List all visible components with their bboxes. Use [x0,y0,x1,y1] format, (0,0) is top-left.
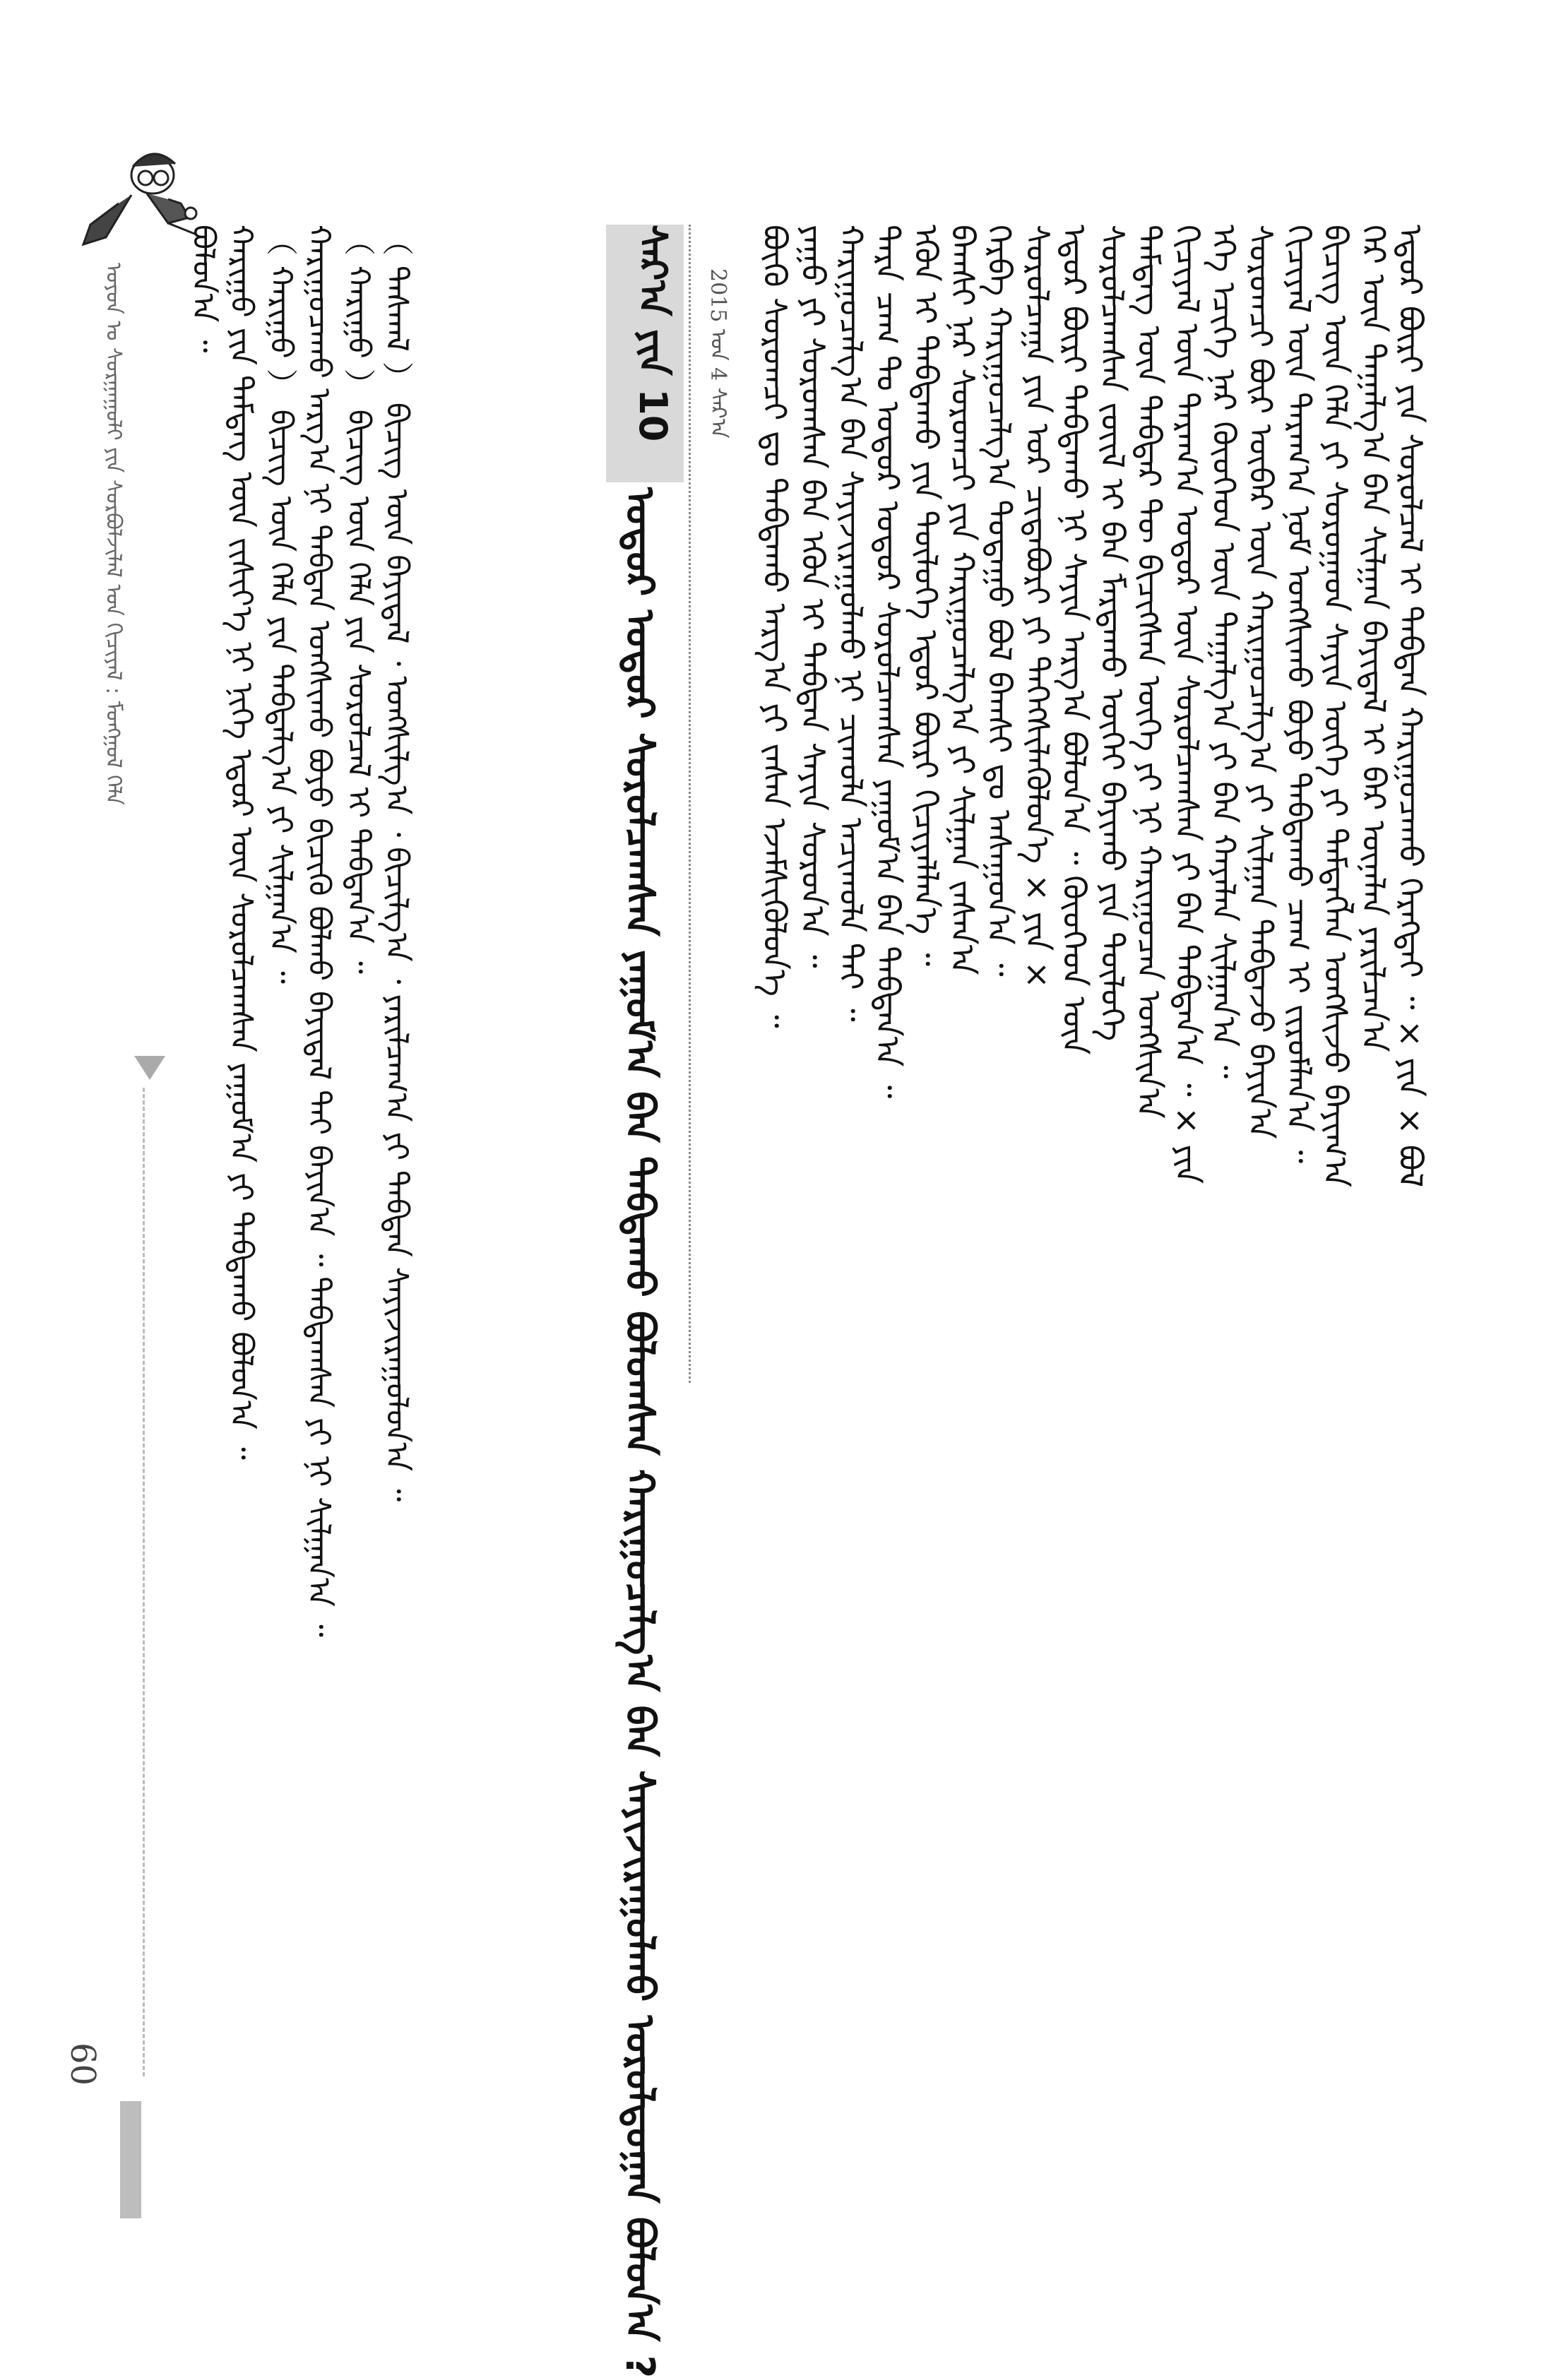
headline-date: ᠰᠠᠷ᠎ᠠ ᠶᠢᠨ 10 [631,225,675,442]
body-line: ᠡᠳᠦᠷ ᠪᠦᠷᠢ ᠳᠠᠪᠲᠠᠬᠤ ᠨᠢ ᠰᠠᠶᠢᠨ ᠠᠷᠭ᠎ᠠ ᠪᠣᠯᠤᠨ᠎ᠠ ᠃ ᠬᠦᠦᠬᠡᠳ ᠦᠨ [1055,225,1093,1055]
body-line: ᠬᠡᠷᠪᠡ ᠬᠠᠷᠢᠭᠤᠴᠠᠯᠭ᠎ᠠ ᠳᠤᠲᠠᠭᠤ ᠪᠣᠯ ᠪᠠᠭᠰᠢ ᠳᠤ ᠠᠰᠠᠭᠤᠨ᠎ᠠ ᠃ [980,225,1018,977]
body-line: ᠡᠬᠡ ᠡᠴᠢᠭᠡ ᠨᠠᠷ ᠬᠦᠦᠬᠡᠳ ᠦᠨ ᠳᠠᠭᠠᠯᠭ᠎ᠠ ᠶᠢ ᠪᠠᠨ ᠬᠠᠶᠠᠯᠠᠨ ᠰᠢᠯᠭᠠᠨ᠎ᠠ ᠃ [1205,225,1243,1079]
page-number: 60 [63,2043,102,2086]
dotted-divider [689,225,691,1383]
running-head: ᠣᠶᠤᠨ ᠤ ᠰᠤᠷᠭᠠᠭᠤᠯᠢ ᠶᠢᠨ ᠰᠤᠷᠪᠤᠯᠵᠢᠯᠠᠯ ᠤᠨ ᠬᠢᠴᠢᠶᠡᠯ : ᠮᠣᠩᠭᠣᠯ ᠬᠡᠯᠡ [101,263,126,805]
article-headline: ᠤᠳᠤᠷ ᠤᠳᠤᠷ ᠰᠤᠷᠤᠯᠴᠠᠭᠰᠠᠨ ᠶᠠᠭᠤᠮ᠎ᠠ ᠪᠠᠨ ᠳᠠᠪᠲᠠᠬᠤ ᠪᠤᠯᠤᠭᠰᠠᠨ ᠬᠠᠷᠢᠭᠤᠴᠠᠯᠭ᠎ᠠ ᠪᠠᠨ ᠰᠠᠶᠢᠵᠢᠷᠠᠭᠤᠯᠬᠤ ᠤᠷᠤᠯᠳᠤᠭᠠᠨ ᠪᠣᠯᠤᠨ᠎ᠠ ? [617,487,663,2378]
body-line: ᠬᠢᠴᠢᠶᠡᠯ ᠦᠨ ᠳᠠᠷᠠᠭ᠎ᠠ ᠤᠳᠤᠷ ᠦᠨ ᠰᠤᠷᠤᠯᠴᠠᠭᠰᠠᠨ ᠶᠢ ᠪᠠᠨ ᠳᠠᠪᠲᠠᠨ᠎ᠠ ᠃ × ᠶᠢᠨ [1168,225,1206,1184]
note-line: ᠬᠠᠷᠢᠭᠤᠴᠠᠬᠤ ᠠᠷᠭ᠎ᠠ ᠨᠢ ᠳᠠᠪᠲᠠᠨ ᠤᠩᠰᠢᠬᠤ ᠪᠤᠶᠤ ᠪᠢᠴᠢᠬᠦ ᠪᠣᠯᠬᠤ ᠪᠠᠶᠢᠳᠠᠯ ᠲᠠᠢ ᠪᠠᠶᠢᠨ᠎ᠠ ᠃ ᠳᠠᠪᠲᠠᠭᠰᠠᠨ ᠶᠢ ᠨᠢ ᠰᠢᠯᠭᠠᠨ᠎ᠠ ᠃ [301,225,337,1637]
body-line: ᠡᠳᠦᠷ ᠪᠦᠷᠢ ᠶᠢᠨ ᠰᠤᠷᠤᠯᠴᠠᠯ ᠢ ᠳᠠᠪᠲᠠᠨ ᠬᠠᠷᠢᠭᠤᠴᠠᠬᠤ ᠬᠡᠷᠡᠭᠲᠡᠶ ᠃ × ᠶᠢᠨ × ᠪᠣᠯ [1391,225,1430,1188]
body-line: ᠲᠡᠷᠡ ᠴᠠᠭ ᠲᠤ ᠤᠳᠤᠷ ᠤᠳᠤᠷ ᠰᠤᠷᠤᠯᠴᠠᠭᠰᠠᠨ ᠶᠠᠭᠤᠮ᠎ᠠ ᠪᠠᠨ ᠳᠠᠪᠲᠠᠨ᠎ᠠ ᠃ [869,225,907,1099]
body-line: ᠬᠠᠷᠢᠭᠤᠴᠠᠯᠭ᠎ᠠ ᠪᠠᠨ ᠰᠠᠶᠢᠵᠢᠷᠠᠭᠤᠯᠬᠤ ᠨᠢ ᠴᠢᠬᠤᠯᠠ ᠠᠴᠢᠬᠤᠯᠠ ᠲᠠᠢ ᠃ [832,225,870,1022]
body-line: ᠰᠤᠷᠤᠯᠴᠠᠭᠠ ᠶᠢᠨ ᠤᠷ ᠴᠢᠳᠠᠪᠤᠷᠢ ᠶᠢ ᠳᠡᠭᠡᠭᠰᠢᠯᠡᠭᠦᠯᠦᠨ᠎ᠡ × ᠶᠢᠨ × [1018,225,1057,989]
note-line: （ ᠳᠠᠰᠬᠠᠯ ） ᠪᠢᠴᠢᠭ ᠦᠨ ᠪᠠᠶᠢᠳᠠᠯ ᠂ ᠤᠩᠰᠢᠯᠭ᠎ᠠ ᠂ ᠪᠢᠴᠢᠯᠭ᠎ᠠ ᠂ ᠶᠠᠷᠢᠯᠴᠠᠭ᠎ᠠ ᠶᠢ ᠳᠠᠪᠲᠠᠨ ᠰᠠᠶᠢᠵᠢᠷᠠᠭᠤᠯᠤᠨ᠎ᠠ ᠃ [379,225,415,1502]
note-line: （ ᠬᠠᠷᠢᠭᠤ ） ᠪᠢᠴᠢᠭ ᠦᠨ ᠬᠡᠯᠡ ᠶᠢᠨ ᠳᠠᠪᠲᠠᠯᠭ᠎ᠠ ᠶᠢ ᠰᠢᠯᠭᠠᠨ᠎ᠠ ᠃ [263,225,299,984]
body-line: ᠬᠢᠴᠢᠶᠡᠯ ᠦᠨ ᠳᠠᠷᠠᠭ᠎ᠠ ᠨᠣᠮ ᠤᠩᠰᠢᠬᠤ ᠪᠤᠶᠤ ᠳᠠᠪᠲᠠᠬᠤ ᠴᠠᠭ ᠢ ᠵᠢᠷᠤᠮᠯᠠᠨ᠎ᠠ ᠃ [1280,225,1318,1164]
note-line: （ ᠬᠠᠷᠢᠭᠤ ） ᠪᠢᠴᠢᠭ ᠦᠨ ᠬᠡᠯᠡ ᠶᠢᠨ ᠰᠤᠷᠤᠯᠴᠠᠯ ᠢ ᠳᠠᠪᠲᠠᠨ᠎ᠠ ᠃ [340,225,376,974]
body-line: ᠲᠡᠮᠳᠡᠭ ᠦᠨ ᠳᠡᠪᠲᠡᠷ ᠲᠦ ᠪᠢᠴᠢᠭᠰᠡᠨ ᠦᠭᠡ ᠶᠢ ᠨᠢ ᠬᠠᠷᠢᠭᠤᠴᠠᠨ ᠤᠩᠰᠢᠨ᠎ᠠ [1130,225,1168,1119]
body-line: ᠪᠠᠭᠰᠢ ᠨᠠᠷ ᠰᠤᠷᠤᠭᠴᠢ ᠶᠢᠨ ᠬᠠᠷᠢᠭᠤᠴᠠᠯᠭ᠎ᠠ ᠶᠢ ᠰᠢᠯᠭᠠᠨ ᠵᠠᠰᠠᠨ᠎ᠠ [944,225,982,975]
body-line: ᠶᠠᠭᠤ ᠶᠢ ᠰᠤᠷᠤᠭᠰᠠᠨ ᠪᠡᠨ ᠡᠭᠦᠨ ᠢ ᠳᠠᠪᠲᠠᠨ ᠰᠠᠶᠢᠨ ᠰᠤᠷᠤᠨ᠎ᠠ ᠃ [794,225,832,968]
body-line: ᠡᠭᠦᠨ ᠢ ᠳᠠᠪᠲᠠᠬᠤ ᠶᠢᠨ ᠲᠥᠯᠥᠭᠡ ᠡᠳᠦᠷ ᠪᠦᠷᠢ ᠬᠢᠴᠢᠶᠡᠯᠯᠡᠨ᠎ᠡ ᠃ [907,225,945,966]
page-edge-bar [120,2101,141,2218]
header-divider [143,1088,145,2076]
triangle-marker-icon [134,1056,165,1080]
body-line: ᠪᠦᠬᠦ ᠰᠤᠷᠤᠭᠴᠢ ᠳᠤ ᠳᠠᠪᠲᠠᠬᠤ ᠠᠷᠭ᠎ᠠ ᠶᠢ ᠵᠠᠰᠠᠨ ᠡᠵᠡᠮᠰᠢᠭᠦᠯᠦᠨ᠎ᠡ ᠃ [756,225,794,1028]
mascot-illustration [62,138,203,258]
article-dateline: 2015 ᠤᠨ 4 ᠰᠠᠷ᠎ᠠ [706,268,730,439]
body-line: ᠰᠤᠷᠤᠯᠴᠠᠭᠰᠠᠨ ᠵᠦᠢᠯ ᠢ ᠪᠠᠨ ᠮᠠᠷᠳᠠᠬᠤ ᠦᠭᠡᠢ ᠪᠠᠶᠢᠬᠤ ᠶᠢᠨ ᠲᠥᠯᠥᠭᠡ [1093,225,1132,1042]
note-line: ᠪᠣᠯᠤᠨ᠎ᠠ ᠃ [185,225,221,353]
body-line: ᠭᠡᠷ ᠦᠨ ᠳᠠᠭᠠᠯᠭ᠎ᠠ ᠪᠠᠨ ᠰᠢᠯᠭᠠᠨ ᠪᠠᠶᠢᠳᠠᠯ ᠢ ᠪᠠᠷ ᠦᠨᠡᠯᠡᠨ ᠶᠠᠷᠢᠯᠴᠠᠨ᠎ᠠ [1355,225,1393,1052]
note-line: ᠬᠠᠷᠢᠭᠤ ᠶᠢᠨ ᠲᠡᠮᠳᠡᠭ ᠦᠨ ᠵᠢᠱᠢᠶ᠎ᠡ ᠨᠢ ᠨᠢᠭᠡ ᠡᠳᠦᠷ ᠦᠨ ᠰᠤᠷᠤᠯᠴᠠᠭᠰᠠᠨ ᠶᠠᠭᠤᠮ᠎ᠠ ᠶᠢ ᠳᠠᠪᠲᠠᠬᠤ ᠪᠣᠯᠤᠨ᠎ᠠ ᠃ [223,225,259,1460]
body-line: ᠰᠤᠷᠤᠭᠴᠢ ᠪᠦᠷ ᠥᠪᠡᠷ ᠦᠨ ᠬᠠᠷᠢᠭᠤᠴᠠᠯᠭ᠎ᠠ ᠶᠢ ᠰᠢᠯᠭᠠᠨ ᠳᠠᠪᠲᠠᠵᠤ ᠪᠠᠶᠢᠨ᠎ᠠ [1242,225,1280,1139]
body-line: ᠪᠢᠴᠢᠭ ᠦᠨ ᠬᠡᠯᠡ ᠶᠢ ᠰᠤᠷᠤᠭᠠᠳ ᠰᠠᠶᠢᠨ ᠦᠭᠡ ᠶᠢ ᠲᠡᠮᠳᠡᠭᠯᠡᠨ ᠤᠩᠰᠢᠵᠤ ᠪᠠᠶᠢᠭ᠎ᠠ [1317,225,1355,1188]
